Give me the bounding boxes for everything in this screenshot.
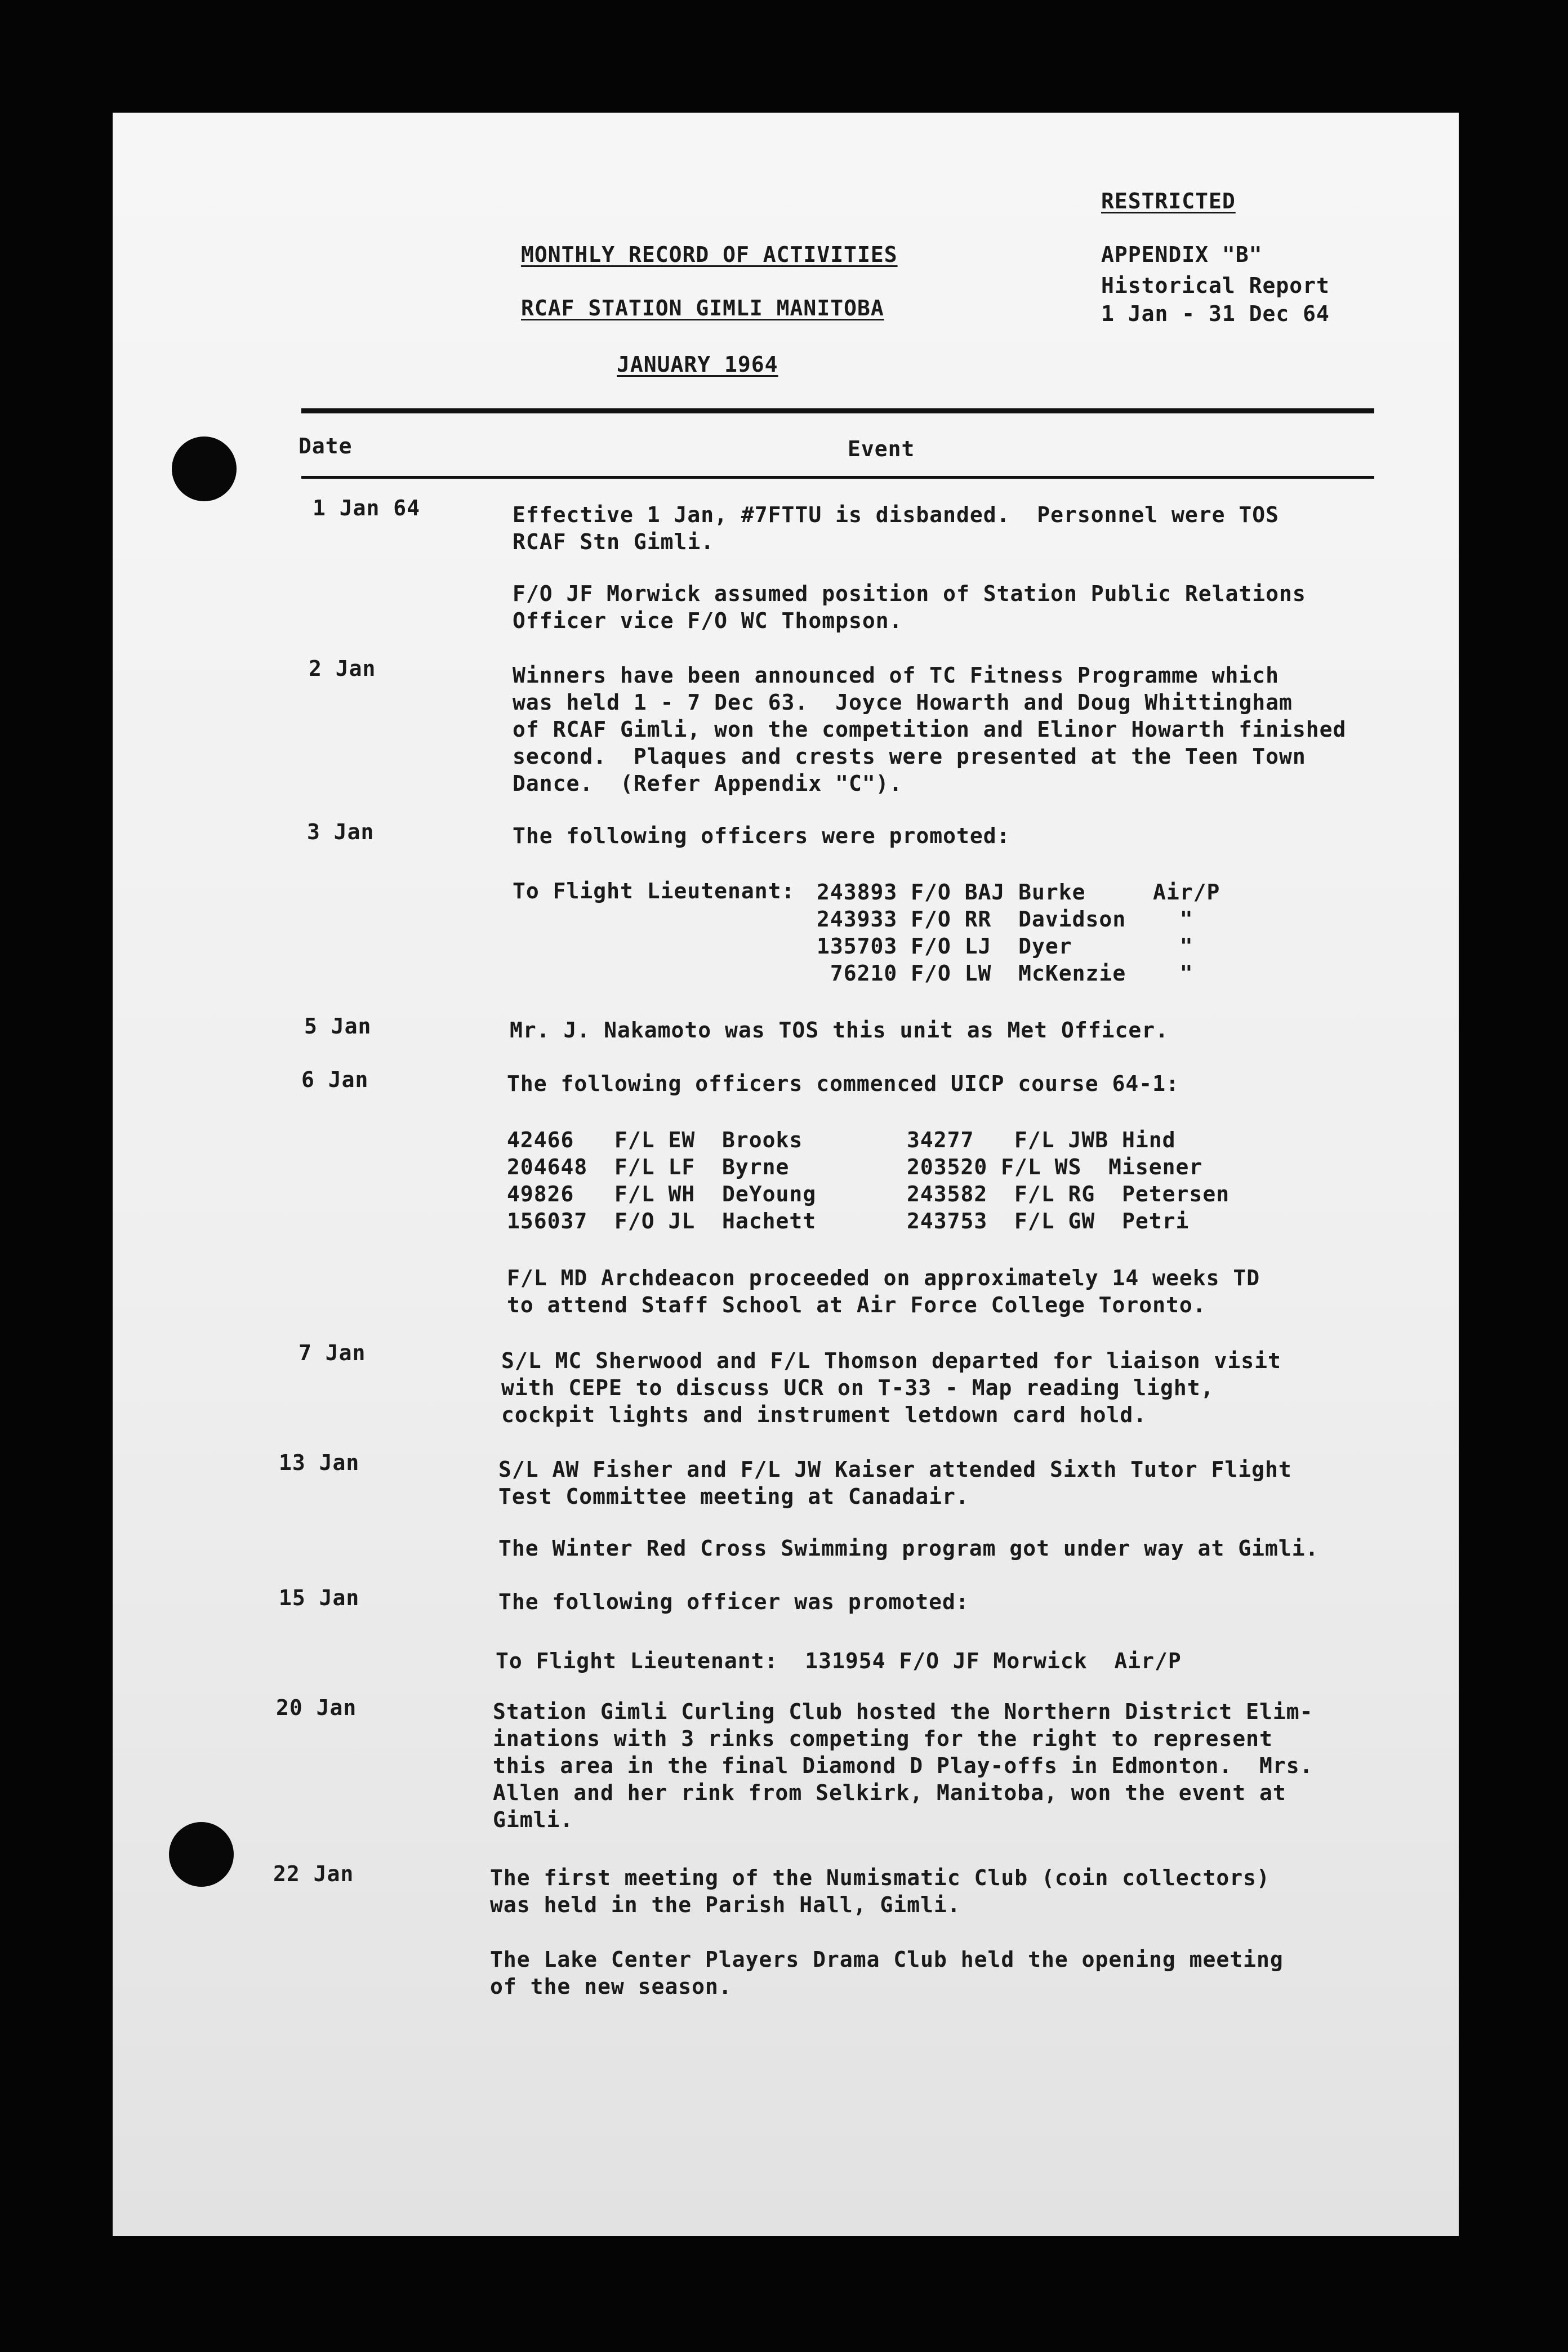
punch-hole [172, 436, 237, 501]
entry-date: 2 Jan [309, 656, 376, 681]
entry-date: 22 Jan [273, 1861, 354, 1886]
course-row: 204648 F/L LF Byrne [507, 1155, 790, 1179]
appendix-label: APPENDIX "B" [1101, 242, 1263, 267]
entry-text: The Lake Center Players Drama Club held the opening meeting of the new season. [490, 1947, 1284, 1999]
promotion-label: To Flight Lieutenant: [513, 879, 795, 903]
entry-text: Winners have been announced of TC Fitness Programme which was held 1 - 7 Dec 63. Joyce Howarth and Doug Whittingham of RCAF Gimli, won the competition and Elinor Howarth finished second. Plaques and crests were presented at the Teen Town Dance. (Refer Appendix "C"). [513, 663, 1347, 796]
entry-text: S/L MC Sherwood and F/L Thomson departed for liaison visit with CEPE to discuss UCR on T-33 - Map reading light, cockpit lights and instrument letdown card hold. [501, 1348, 1281, 1427]
promotion-row: 243893 F/O BAJ Burke Air/P [817, 880, 1220, 905]
header-rule [301, 408, 1374, 413]
entry-date: 6 Jan [301, 1067, 369, 1092]
entry-date: 5 Jan [304, 1014, 372, 1039]
course-row: 243582 F/L RG Petersen [907, 1182, 1230, 1206]
entry-text: Mr. J. Nakamoto was TOS this unit as Met Officer. [510, 1018, 1169, 1043]
promotion-row: 243933 F/O RR Davidson " [817, 907, 1193, 932]
entry-text: S/L AW Fisher and F/L JW Kaiser attended Sixth Tutor Flight Test Committee meeting at Canadair. [498, 1457, 1292, 1509]
entry-text: The Winter Red Cross Swimming program got under way at Gimli. [498, 1536, 1319, 1561]
punch-hole [169, 1822, 234, 1887]
course-row: 203520 F/L WS Misener [907, 1155, 1203, 1179]
entry-text: The following officer was promoted: [498, 1589, 969, 1614]
promotion-row: 135703 F/O LJ Dyer " [817, 934, 1193, 959]
entry-text: The following officers commenced UICP course 64-1: [507, 1071, 1179, 1096]
title-line-1: MONTHLY RECORD OF ACTIVITIES [521, 242, 898, 267]
course-row: 42466 F/L EW Brooks [507, 1128, 803, 1152]
entry-date: 20 Jan [276, 1695, 357, 1720]
entry-text: The following officers were promoted: [513, 823, 1010, 848]
course-row: 243753 F/L GW Petri [907, 1209, 1190, 1233]
entry-date: 1 Jan 64 [313, 496, 421, 520]
entry-text: Effective 1 Jan, #7FTTU is disbanded. Personnel were TOS RCAF Stn Gimli. [513, 502, 1280, 554]
report-period: 1 Jan - 31 Dec 64 [1101, 301, 1330, 326]
entry-text: F/O JF Morwick assumed position of Station Public Relations Officer vice F/O WC Thompson. [513, 581, 1306, 633]
entry-text: Station Gimli Curling Club hosted the Northern District Elim- inations with 3 rinks competing for the right to represent this area in the final Diamond D Play-offs in Edmonton. Mrs. Allen and her rink from Selkirk, Manitoba, won the event at Gimli. [493, 1699, 1313, 1832]
entry-date: 15 Jan [279, 1585, 360, 1610]
entry-text: The first meeting of the Numismatic Club (coin collectors) was held in the Parish Hall, Gimli. [490, 1865, 1270, 1917]
title-line-2: RCAF STATION GIMLI MANITOBA [521, 296, 884, 320]
course-row: 156037 F/O JL Hachett [507, 1209, 817, 1233]
entry-date: 7 Jan [299, 1340, 366, 1365]
entry-text: To Flight Lieutenant: 131954 F/O JF Morwick Air/P [496, 1649, 1182, 1673]
event-column-header: Event [848, 436, 915, 461]
course-row: 34277 F/L JWB Hind [907, 1128, 1176, 1152]
course-row: 49826 F/L WH DeYoung [507, 1182, 817, 1206]
column-header-rule [301, 476, 1374, 479]
report-type: Historical Report [1101, 273, 1330, 298]
entry-date: 3 Jan [307, 819, 375, 844]
promotion-row: 76210 F/O LW McKenzie " [817, 961, 1193, 986]
entry-text: F/L MD Archdeacon proceeded on approximately 14 weeks TD to attend Staff School at Air Force College Toronto. [507, 1266, 1260, 1317]
report-month: JANUARY 1964 [617, 352, 778, 377]
date-column-header: Date [299, 434, 353, 458]
entry-date: 13 Jan [279, 1450, 360, 1475]
classification-label: RESTRICTED [1101, 189, 1236, 213]
